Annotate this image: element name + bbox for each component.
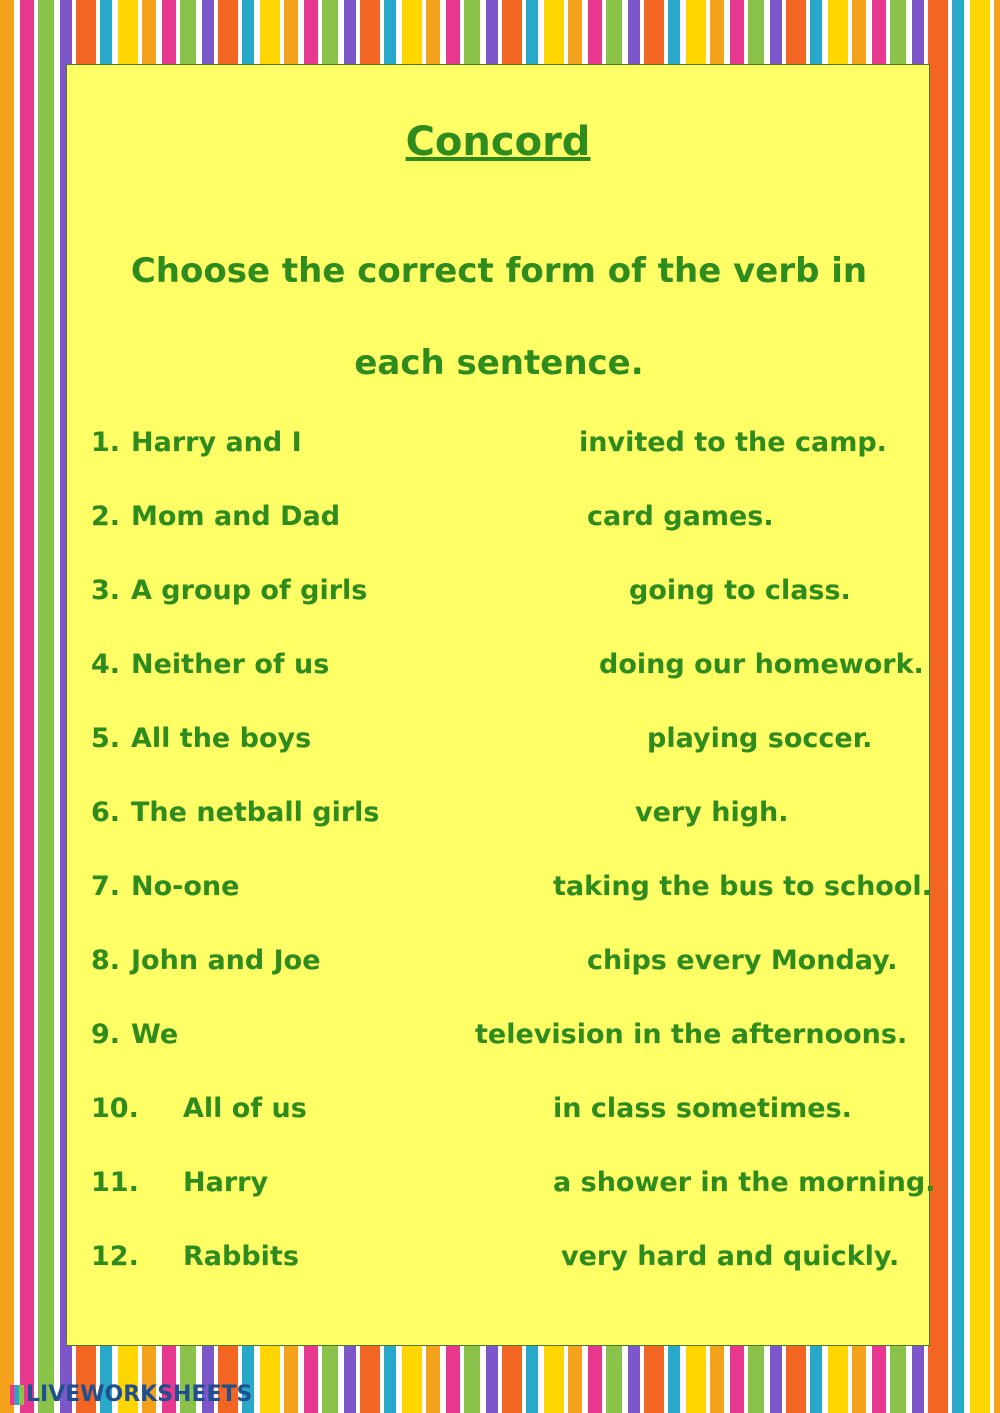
item-rest: invited to the camp. xyxy=(579,427,887,458)
item-subject: Mom and Dad xyxy=(131,501,341,532)
item-number: 9. xyxy=(91,1019,121,1050)
item-rest: card games. xyxy=(587,501,774,532)
item-subject: No-one xyxy=(131,871,240,902)
item-subject: The netball girls xyxy=(131,797,380,828)
list-item xyxy=(67,1241,929,1281)
item-number: 10. xyxy=(91,1093,139,1124)
list-item xyxy=(67,1019,929,1059)
list-item xyxy=(67,945,929,985)
item-subject: Rabbits xyxy=(183,1241,299,1272)
item-subject: Harry xyxy=(183,1167,269,1198)
item-rest: playing soccer. xyxy=(647,723,873,754)
item-number: 1. xyxy=(91,427,121,458)
item-rest: in class sometimes. xyxy=(553,1093,852,1124)
item-number: 4. xyxy=(91,649,121,680)
item-rest: television in the afternoons. xyxy=(475,1019,908,1050)
item-rest: taking the bus to school. xyxy=(553,871,932,902)
list-item xyxy=(67,1167,936,1207)
item-subject: All the boys xyxy=(131,723,312,754)
list-item xyxy=(67,723,929,763)
list-item xyxy=(67,797,929,837)
instructions: Choose the correct form of the verb in each sentence. xyxy=(130,251,868,383)
worksheet-panel xyxy=(66,64,936,1346)
item-rest: chips every Monday. xyxy=(587,945,898,976)
item-number: 11. xyxy=(91,1167,139,1198)
item-subject: Neither of us xyxy=(131,649,330,680)
item-number: 8. xyxy=(91,945,121,976)
item-subject: Harry and I xyxy=(131,427,302,458)
item-subject: John and Joe xyxy=(131,945,321,976)
watermark-text: LIVEWORKSHEETS xyxy=(26,1382,253,1407)
list-item xyxy=(67,575,929,615)
item-rest: very high. xyxy=(635,797,789,828)
item-number: 7. xyxy=(91,871,121,902)
liveworksheets-logo-icon xyxy=(10,1385,24,1405)
item-rest: a shower in the morning. xyxy=(553,1167,936,1198)
item-subject: A group of girls xyxy=(131,575,368,606)
item-number: 2. xyxy=(91,501,121,532)
item-rest: going to class. xyxy=(629,575,851,606)
list-item xyxy=(67,501,929,541)
liveworksheets-watermark xyxy=(10,1382,252,1408)
list-item xyxy=(67,1093,929,1133)
item-number: 5. xyxy=(91,723,121,754)
page-title: Concord xyxy=(405,119,591,165)
item-rest: doing our homework. xyxy=(599,649,924,680)
item-number: 6. xyxy=(91,797,121,828)
list-item xyxy=(67,871,932,911)
list-item xyxy=(67,427,929,467)
list-item xyxy=(67,649,929,689)
item-number: 12. xyxy=(91,1241,139,1272)
item-rest: very hard and quickly. xyxy=(561,1241,900,1272)
item-subject: We xyxy=(131,1019,179,1050)
item-number: 3. xyxy=(91,575,121,606)
item-subject: All of us xyxy=(183,1093,307,1124)
